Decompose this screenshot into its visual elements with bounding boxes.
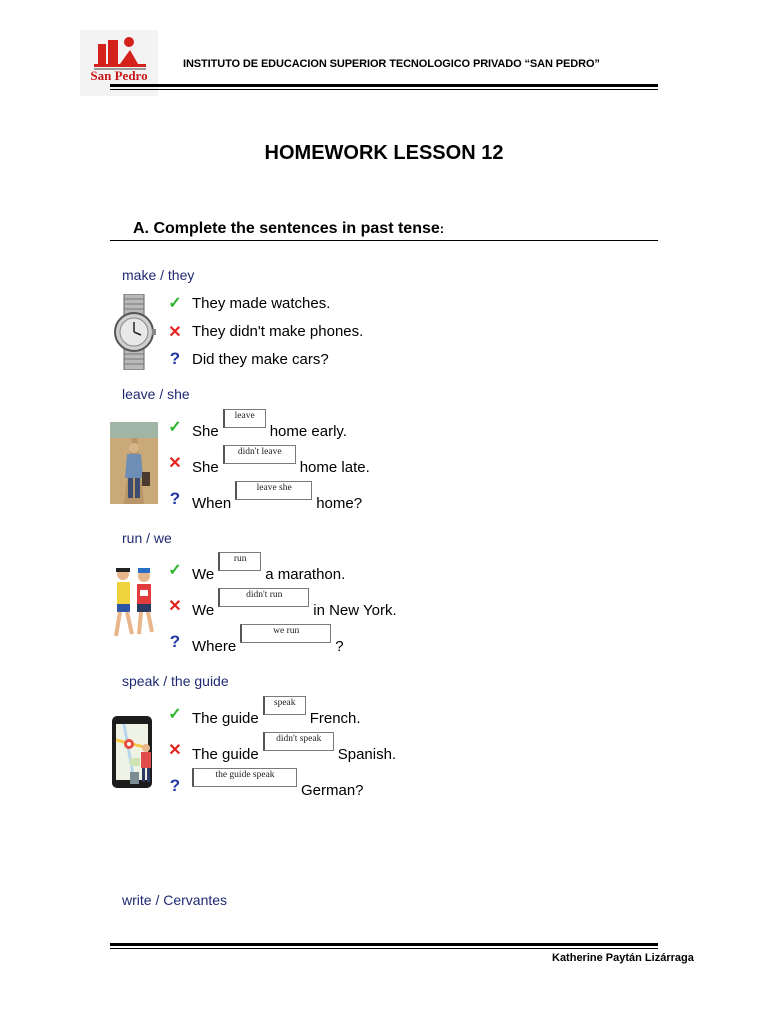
sentence-start: She (192, 459, 219, 476)
section-rule (110, 240, 658, 241)
affirmative-sentence: They made watches. (192, 295, 331, 312)
answer-box[interactable]: leave (223, 409, 266, 428)
affirmative-sentence (192, 698, 361, 727)
negative-sentence: They didn't make phones. (192, 323, 364, 340)
cross-icon: ✕ (168, 324, 182, 341)
question-icon: ? (169, 632, 181, 651)
watch-image (112, 294, 158, 370)
sentence-end: Spanish. (337, 746, 397, 763)
sentence-start: When (192, 495, 232, 512)
answer-box[interactable]: leave she (235, 481, 312, 500)
author-name: Katherine Paytán Lizárraga (552, 952, 694, 964)
question-icon: ? (169, 349, 181, 368)
sentence-start: Where (192, 638, 237, 655)
cross-icon: ✕ (168, 455, 182, 472)
footer-rule (110, 943, 658, 946)
negative-sentence (192, 447, 370, 476)
answer-box[interactable]: speak (263, 696, 306, 715)
verb-prompt: write / Cervantes (122, 892, 228, 908)
verb-prompt: speak / the guide (122, 673, 229, 689)
answer-box[interactable]: didn't run (218, 588, 309, 607)
question-sentence: Did they make cars? (192, 351, 329, 368)
cross-icon: ✕ (168, 598, 182, 615)
sentence-start: The guide (192, 710, 259, 727)
section-instruction: Complete the sentences in past tense (153, 220, 440, 237)
runners-image (110, 562, 160, 646)
sentence-end: home late. (299, 459, 370, 476)
sentence-end: in New York. (313, 602, 397, 619)
logo-text: San Pedro (90, 68, 148, 83)
verb-prompt: leave / she (122, 386, 190, 402)
check-icon: ✓ (168, 706, 182, 723)
answer-box[interactable]: didn't leave (223, 445, 296, 464)
affirmative-sentence (192, 554, 346, 583)
cross-icon: ✕ (168, 742, 182, 759)
question-sentence (192, 626, 344, 655)
question-sentence (192, 483, 363, 512)
sentence-start: We (192, 566, 215, 583)
sentence-start: She (192, 423, 219, 440)
check-icon: ✓ (168, 295, 182, 312)
header-rule-thin (110, 89, 658, 90)
section-heading (133, 220, 444, 238)
negative-sentence (192, 590, 397, 619)
sentence-end: French. (309, 710, 361, 727)
sentence-start: We (192, 602, 215, 619)
answer-box[interactable]: the guide speak (192, 768, 297, 787)
sentence-end: German? (301, 782, 364, 799)
header-rule (110, 84, 658, 87)
question-sentence (192, 770, 364, 799)
page-title: HOMEWORK LESSON 12 (264, 142, 504, 164)
sentence-end: a marathon. (265, 566, 346, 583)
sentence-end: home? (316, 495, 363, 512)
institute-name: INSTITUTO DE EDUCACION SUPERIOR TECNOLOGICO PRIVADO “SAN PEDRO” (183, 58, 600, 70)
sentence-start: The guide (192, 746, 259, 763)
answer-box[interactable]: run (218, 552, 261, 571)
verb-prompt: run / we (122, 530, 172, 546)
sentence-end: home early. (269, 423, 347, 440)
verb-prompt: make / they (122, 267, 195, 283)
affirmative-sentence (192, 411, 347, 440)
section-letter: A. (133, 220, 149, 237)
footer-rule-thin (110, 948, 658, 949)
section-colon: : (439, 221, 445, 236)
woman-walking-image (110, 422, 158, 504)
answer-box[interactable]: didn't speak (263, 732, 334, 751)
check-icon: ✓ (168, 562, 182, 579)
question-icon: ? (169, 776, 181, 795)
answer-box[interactable]: we run (240, 624, 331, 643)
negative-sentence (192, 734, 397, 763)
phone-map-image (110, 714, 158, 792)
sentence-end: ? (335, 638, 344, 655)
question-icon: ? (169, 489, 181, 508)
check-icon: ✓ (168, 419, 182, 436)
